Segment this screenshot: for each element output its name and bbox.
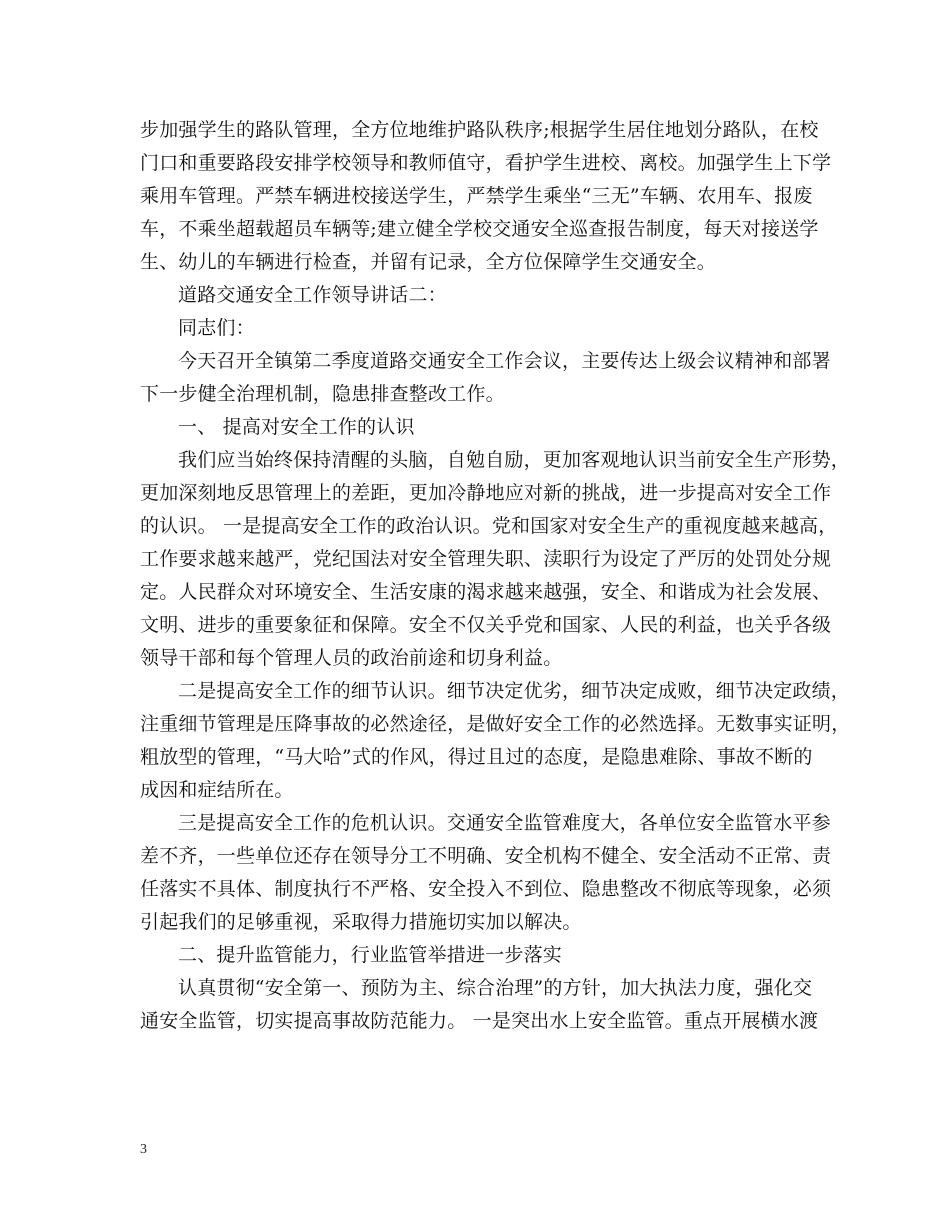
text-line: 成因和症结所在。 [140, 779, 294, 801]
text-line: 文明、进步的重要象征和保障。安全不仅关乎党和国家、人民的利益，也关乎各级 [140, 614, 832, 636]
text-line: 三是提高安全工作的危机认识。交通安全监管难度大，各单位安全监管水平参 [178, 812, 831, 834]
text-line: 认真贯彻“安全第一、预防为主、综合治理”的方针，加大执法力度，强化交 [178, 977, 813, 999]
text-line: 生、幼儿的车辆进行检查，并留有记录，全方位保障学生交通安全。 [140, 251, 717, 273]
text-line: 乘用车管理。严禁车辆进校接送学生，严禁学生乘坐“三无”车辆、农用车、报废 [140, 185, 813, 207]
text-line: 今天召开全镇第二季度道路交通安全工作会议，主要传达上级会议精神和部署 [178, 350, 831, 372]
text-line: 注重细节管理是压降事故的必然途径，是做好安全工作的必然选择。无数事实证明， [140, 713, 851, 735]
salutation: 同志们： [178, 317, 255, 339]
section-heading: 一、 提高对安全工作的认识 [178, 416, 415, 438]
text-line: 引起我们的足够重视，采取得力措施切实加以解决。 [140, 911, 582, 933]
text-line: 步加强学生的路队管理，全方位地维护路队秩序;根据学生居住地划分路队，在校 [140, 119, 819, 141]
text-line: 通安全监管，切实提高事故防范能力。 一是突出水上安全监管。重点开展横水渡 [140, 1010, 819, 1032]
text-line: 车，不乘坐超载超员车辆等;建立健全学校交通安全巡查报告制度，每天对接送学 [140, 218, 819, 240]
page-number: 3 [140, 1142, 147, 1157]
text-line: 门口和重要路段安排学校领导和教师值守，看护学生进校、离校。加强学生上下学 [140, 152, 832, 174]
text-line: 任落实不具体、制度执行不严格、安全投入不到位、隐患整改不彻底等现象，必须 [140, 878, 832, 900]
text-line: 我们应当始终保持清醒的头脑，自勉自励，更加客观地认识当前安全生产形势， [178, 449, 851, 471]
text-line: 粗放型的管理，“马大哈”式的作风，得过且过的态度，是隐患难除、事故不断的 [140, 746, 813, 768]
section-heading: 二、提升监管能力，行业监管举措进一步落实 [178, 944, 563, 966]
text-line: 差不齐，一些单位还存在领导分工不明确、安全机构不健全、安全活动不正常、责 [140, 845, 832, 867]
text-line: 二是提高安全工作的细节认识。细节决定优劣，细节决定成败，细节决定政绩， [178, 680, 851, 702]
text-line: 更加深刻地反思管理上的差距，更加冷静地应对新的挑战，进一步提高对安全工作 [140, 482, 832, 504]
text-line: 下一步健全治理机制，隐患排查整改工作。 [140, 383, 505, 405]
text-line: 工作要求越来越严，党纪国法对安全管理失职、渎职行为设定了严厉的处罚处分规 [140, 548, 832, 570]
section-title: 道路交通安全工作领导讲话二： [178, 284, 447, 306]
text-line: 领导干部和每个管理人员的政治前途和切身利益。 [140, 647, 563, 669]
document-body [140, 114, 851, 1038]
text-line: 定。人民群众对环境安全、生活安康的渴求越来越强，安全、和谐成为社会发展、 [140, 581, 832, 603]
text-line: 的认识。 一是提高安全工作的政治认识。党和国家对安全生产的重视度越来越高， [140, 515, 838, 537]
